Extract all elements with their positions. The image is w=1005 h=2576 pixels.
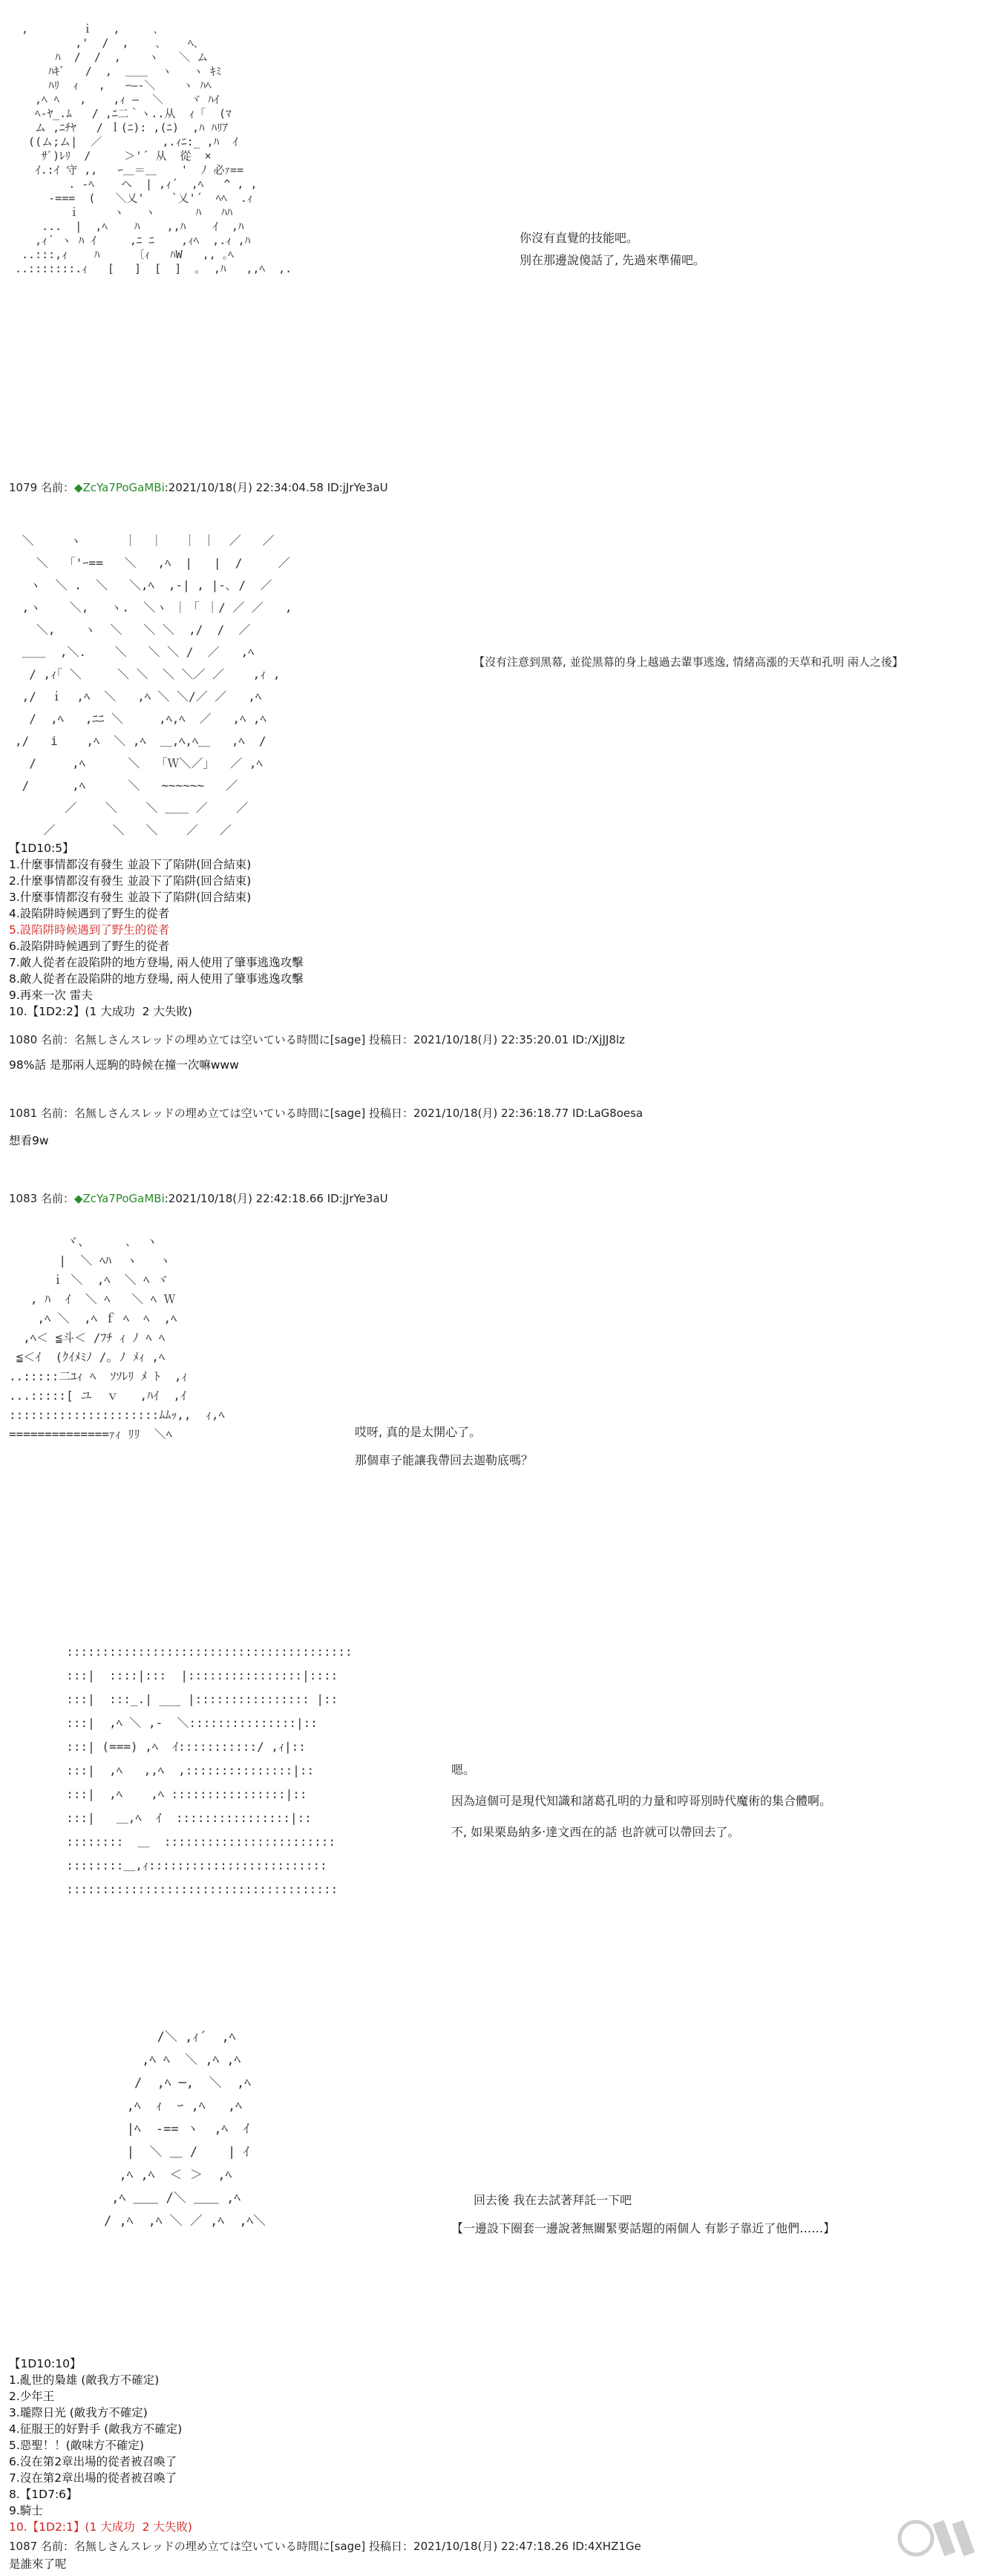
dice-option: 1.亂世的梟雄 (敵我方不確定) bbox=[9, 2373, 160, 2387]
dialog-1083-b bbox=[451, 1759, 831, 1843]
post-header-1087 bbox=[9, 2538, 641, 2554]
dice-list-1083 bbox=[9, 2356, 192, 2535]
ascii-art-figure-3: ヾ、 ､ ヽ | ＼ ﾍﾊ ヽ ヽ ｉ ＼ ,ﾍ ＼ ﾍ ヾ , ﾊ ｲ ＼ ﾍ ＼ ﾍ Ｗ ,ﾍ ＼ ,ﾍ ｆ ﾍ ﾍ ,ﾍ ,ﾍ＜ ≦斗＜ /ﾌﾁ ｨ ﾉ ﾍ ﾍ ≦＜ｲ (ｸｲﾒﾐﾉ /｡ ﾉ ﾒｨ ,ﾍ ..:::::二ﾕｨ ﾍ ｿｿﾚﾘ ﾒ ﾄ ,ｨ ...:::::[ ユ ｖ ,ﾊｲ ,ｲ :::::::::::::::::::::ﾑﾑｯ,, ｨ,ﾍ ==============ｧｨ ﾘﾘ ＼ﾍ bbox=[9, 1234, 225, 1441]
dice-option: 7.沒在第2章出場的從者被召喚了 bbox=[9, 2471, 177, 2485]
dialog-line: 【一邊設下圈套一邊說著無關緊要話題的兩個人 有影子靠近了他們……】 bbox=[451, 2221, 836, 2235]
post-date-id: 2021/10/18(月) 22:36:18.77 ID:LaG8oesa bbox=[413, 1107, 644, 1120]
dice-option: 2.少年王 bbox=[9, 2390, 55, 2403]
post-number-prefix: 1083 名前： bbox=[9, 1192, 74, 1205]
dialog-line: 因為這個可是現代知識和諸葛孔明的力量和哼哥別時代魔術的集合體啊。 bbox=[451, 1794, 832, 1808]
dice-header: 【1D10:10】 bbox=[9, 2357, 82, 2370]
ascii-art-figure-5: /＼ ,ｨ´ ,ﾍ ,ﾍ ﾍ ＼ ,ﾍ ,ﾍ / ,ﾍ ─, ＼ ,ﾍ ,ﾍ ｨ ｰ ,ﾍ ,ﾍ |ﾍ -== ヽ ,ﾍ ｲ | ＼ ＿ / | ｲ ,ﾍ ,ﾍ ＜ ＞ ,ﾍ ,ﾍ ＿＿ /＼ ＿＿ ,ﾍ / ,ﾍ ,ﾍ ＼ ／ ,ﾍ ,ﾍ＼ bbox=[104, 2030, 266, 2229]
post-date-id: :2021/10/18(月) 22:42:18.66 ID:jJrYe3aU bbox=[164, 1192, 388, 1205]
dice-option-selected: 10.【1D2:1】(1 大成功 2 大失敗) bbox=[9, 2520, 192, 2534]
dialog-line: 哎呀, 真的是太開心了。 bbox=[355, 1425, 482, 1439]
narration-line: 【沒有注意到黑幕, 並從黑幕的身上越過去輩事逃逸, 情緒高漲的天草和孔明 兩人之後】 bbox=[474, 655, 903, 669]
post-header-1080 bbox=[9, 1032, 625, 1047]
dialog-1083-a bbox=[355, 1421, 533, 1472]
dice-option: 3.瓏際日光 (敵我方不確定) bbox=[9, 2406, 148, 2419]
dice-option: 8.【1D7:6】 bbox=[9, 2488, 78, 2501]
dice-list-1079 bbox=[9, 840, 304, 1020]
dice-option: 6.沒在第2章出場的從者被召喚了 bbox=[9, 2455, 177, 2468]
post-number-prefix: 1079 名前： bbox=[9, 481, 74, 494]
post-number-prefix: 1080 名前：名無しさんスレッドの埋め立ては空いている時間に[sage] 投稿日： bbox=[9, 1033, 414, 1046]
post-header-1079 bbox=[9, 479, 388, 495]
dice-option: 1.什麼事情都沒有發生 並設下了陷阱(回合結束) bbox=[9, 858, 252, 871]
dice-option: 2.什麼事情都沒有發生 並設下了陷阱(回合結束) bbox=[9, 874, 252, 888]
dice-option: 3.什麼事情都沒有發生 並設下了陷阱(回合結束) bbox=[9, 891, 252, 904]
dialog-line: 別在那邊說傻話了, 先過來準備吧。 bbox=[520, 253, 706, 267]
post-date-id: 2021/10/18(月) 22:47:18.26 ID:4XHZ1Ge bbox=[413, 2540, 641, 2553]
dice-option: 7.敵人從者在設陷阱的地方登場, 兩人使用了肇事逃逸攻擊 bbox=[9, 956, 304, 969]
dialog-line: 那個車子能讓我帶回去迦勒底嗎？ bbox=[355, 1453, 534, 1467]
dialog-line: 回去後 我在去試著拜託一下吧 bbox=[474, 2193, 632, 2207]
dialog-1079 bbox=[520, 227, 705, 272]
post-date-id: 2021/10/18(月) 22:35:20.01 ID:/XjJJ8lz bbox=[413, 1033, 625, 1046]
dialog-line: 嗯。 bbox=[451, 1763, 476, 1777]
post-body-1081: 想看9w bbox=[9, 1134, 49, 1147]
dice-option: 4.征服王的好對手 (敵我方不確定) bbox=[9, 2422, 183, 2436]
ascii-art-figure-4: :::::::::::::::::::::::::::::::::::::::: :::| ::::|::: |::::::::::::::::|:::: :::| :::_.| ___ |:::::::::::::::: |:: :::| ,ﾍ ＼ ,- ＼:::::::::::::::|:: :::| (===) ,ﾍ ｲ:::::::::::/ ,ｨ|:: :::| ,ﾍ ,,ﾍ ,:::::::::::::::|:: :::| ,ﾍ ,ﾍ ::::::::::::::::|:: :::| ＿,ﾍ ｲ ::::::::::::::::|:: :::::::: ＿ :::::::::::::::::::::::: ::::::::＿,ｨ::::::::::::::::::::::::: :::::::::::::::::::::::::::::::::::::: bbox=[66, 1645, 353, 1896]
dice-option: 10.【1D2:2】(1 大成功 2 大失敗) bbox=[9, 1005, 192, 1018]
dice-option: 8.敵人從者在設陷阱的地方登場, 兩人使用了肇事逃逸攻擊 bbox=[9, 972, 304, 986]
dialog-line: 你沒有直覺的技能吧。 bbox=[520, 231, 639, 245]
watermark-logo-icon bbox=[894, 2505, 990, 2572]
post-number-prefix: 1087 名前：名無しさんスレッドの埋め立ては空いている時間に[sage] 投稿日： bbox=[9, 2540, 414, 2553]
dice-option: 6.設陷阱時候遇到了野生的從者 bbox=[9, 940, 170, 953]
dialog-1083-c bbox=[451, 2189, 836, 2240]
dialog-line: 不, 如果栗島納多‧達文西在的話 也許就可以帶回去了。 bbox=[451, 1825, 740, 1839]
post-body-1080: 98%話 是那兩人逕駒的時候在撞一次嘛www bbox=[9, 1058, 239, 1072]
trip-code[interactable]: ◆ZcYa7PoGaMBi bbox=[73, 1192, 165, 1205]
post-number-prefix: 1081 名前：名無しさんスレッドの埋め立ては空いている時間に[sage] 投稿日： bbox=[9, 1107, 414, 1120]
post-header-1083 bbox=[9, 1190, 388, 1206]
post-body-1087: 是誰來了呢 bbox=[9, 2557, 67, 2571]
post-date-id: :2021/10/18(月) 22:34:04.58 ID:jJrYe3aU bbox=[164, 481, 388, 494]
dice-option: 9.再來一次 雷夫 bbox=[9, 989, 93, 1002]
dice-option: 9.騎士 bbox=[9, 2504, 43, 2517]
post-header-1081 bbox=[9, 1105, 643, 1121]
dice-option-selected: 5.設陷阱時候遇到了野生的從者 bbox=[9, 923, 170, 937]
dice-option: 4.設陷阱時候遇到了野生的從者 bbox=[9, 907, 170, 920]
ascii-art-figure-1: , ｉ , ､ ,' / , ､ ﾍ､ ﾊ / / , ヽ ＼ ム ﾊｷﾞ / , ＿＿ ヽ ヽ ｷﾐ ﾊﾘ ｨ , ｰ―-＼ ヽ ﾊﾍ ,ﾍ ﾍ , ,ｨ ― ＼ ヾ ﾊｲ ﾍ-ﾔ_.ﾑ / ,ﾆ二｀ヽ..从 ｨ「 (ﾏ ム ,ﾆﾁﾔ / ｌ(ﾆ): ,(ﾆ) ,ﾊ ﾊﾘｱ ((ム;ム| ／ ,.ｨﾆ:_ ,ﾊ ｲ ｻﾞ)ﾚﾘ / ＞'´ 从 從 × ｲ.:ｲ 守 ,, ｰ＿＝＿ ' ﾉ 必ｧ== . -ﾍ ヘ | ,ｨ´ ,ﾍ ^ , , -=== ( ＼乂' `乂'´ ﾍﾍ .ｨ ｉ ヽ ヽ ﾊ ﾊﾊ ... | ,ﾍ ﾊ ,,ﾊ ｲ ,ﾊ ,ｨ´ ヽ ﾊ ｲ ,ﾆ ﾆ ,ｨﾍ ,.ｨ ,ﾊ ..:::,ｨ ﾊ 〔ｨ ﾊW ,, ｡ﾍ ..:::::::.ｨ [ ] [ ] ｡ ,ﾊ ,,ﾍ ,. bbox=[15, 22, 292, 275]
dice-option: 5.惡聖！！(敵味方不確定) bbox=[9, 2439, 144, 2452]
trip-code[interactable]: ◆ZcYa7PoGaMBi bbox=[73, 481, 165, 494]
dice-header: 【1D10:5】 bbox=[9, 842, 74, 855]
ascii-art-figure-2: ＼ ヽ ｜ ｜ ｜ ｜ ／ ／ ＼ ｢'ｰ== ＼ ,ﾍ | | / ／ ヽ ＼ . ＼ ＼,ﾍ ,-| , |-､ / ／ ,ヽ ＼, ヽ. ＼ヽ ｜ ｢ ｜/ ／ ／ , ＼, ヽ ＼ ＼ ＼ ,/ / ／ ＿＿ ,＼. ＼ ＼ ＼ / ／ ,ﾍ / ,ｨ｢ ＼ ＼ ＼ ＼ ＼／ ／ ,ｨ , ,/ ｉ ,ﾍ ＼ ,ﾍ ＼ ＼/／ ／ ,ﾍ / ,ﾍ ,ﾆﾆ ＼ ,ﾍ,ﾍ ／ ,ﾍ ,ﾍ ,/ i ,ﾍ ＼ ,ﾍ ＿,ﾍ,ﾍ＿ ,ﾍ / / ,ﾍ ＼ ｢Ｗ＼／｣ ／ ,ﾍ / ,ﾍ ＼ ~~~~~~ ／ ／ ＼ ＼ ＿＿ ／ ／ ／ ＼ ＼ ／ ／ bbox=[15, 534, 292, 837]
narration-1079 bbox=[474, 651, 903, 673]
